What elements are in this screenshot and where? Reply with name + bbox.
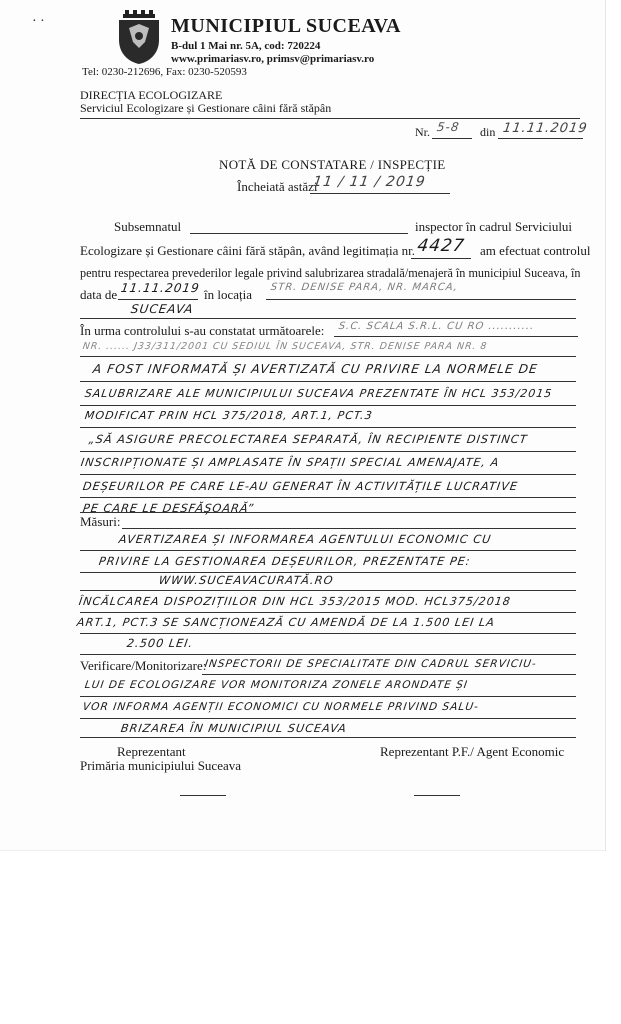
registration-number-line [432, 138, 472, 139]
header-address: B-dul 1 Mai nr. 5A, cod: 720224 [171, 40, 321, 52]
findings-line-7: INSCRIPȚIONATE ȘI AMPLASATE ÎN SPAȚII SPECIAL AMENAJATE, A [80, 456, 501, 469]
concluded-line [310, 193, 450, 194]
measures-rule-2 [80, 572, 576, 573]
coat-of-arms-icon [115, 10, 163, 66]
legitimatie-line [411, 258, 471, 259]
findings-line-5: MODIFICAT PRIN HCL 375/2018, ART.1, PCT.3 [84, 409, 374, 422]
legitimatie-label: Ecologizare și Gestionare câini fără stăpân, având legitimația nr. [80, 243, 415, 258]
measures-rule-0 [122, 528, 576, 529]
findings-rule-4 [80, 405, 576, 406]
findings-line-1: S.C. SCALA S.R.L. CU RO ........... [338, 321, 536, 332]
measures-rule-5 [80, 633, 576, 634]
locatia-value-2: SUCEAVA [130, 302, 195, 316]
measures-line-4: ÎNCĂLCAREA DISPOZIȚIILOR DIN HCL 353/2015 MOD. HCL375/2018 [78, 595, 512, 608]
department-service: Serviciul Ecologizare și Gestionare câini fără stăpân [80, 101, 332, 115]
monitoring-line-2: LUI DE ECOLOGIZARE VOR MONITORIZA ZONELE ARONDATE ȘI [84, 679, 469, 691]
measures-label: Măsuri: [80, 514, 121, 529]
header-phone: Tel: 0230-212696, Fax: 0230-520593 [82, 66, 247, 78]
measures-line-1: AVERTIZAREA ȘI INFORMAREA AGENTULUI ECONOMIC CU [118, 533, 493, 546]
locatia-label: în locația [204, 287, 253, 302]
measures-rule-6 [80, 654, 576, 655]
locatia-line-2 [80, 318, 576, 319]
registration-date-line [498, 138, 583, 139]
concluded-label: Încheiată astăzi [237, 179, 318, 194]
monitoring-line-3: VOR INFORMA AGENȚII ECONOMICI CU NORMELE PRIVIND SALU- [82, 701, 480, 713]
measures-rule-1 [80, 550, 576, 551]
findings-rule-6 [80, 451, 576, 452]
data-line [118, 299, 198, 300]
findings-label: În urma controlului s-au constatat următoarele: [80, 323, 325, 338]
registration-number-value: 5-8 [436, 120, 461, 134]
header-rule [80, 118, 580, 119]
registration-number-label: Nr. [415, 125, 430, 139]
measures-rule-3 [80, 590, 576, 591]
inspector-text: inspector în cadrul Serviciului [415, 219, 573, 234]
findings-line-3: A FOST INFORMATĂ ȘI AVERTIZATĂ CU PRIVIRE LA NORMELE DE [92, 362, 539, 376]
monitoring-line-4: BRIZAREA ÎN MUNICIPIUL SUCEAVA [120, 722, 348, 735]
monitoring-rule-2 [80, 696, 576, 697]
findings-line-2: NR. ...... J33/311/2001 CU SEDIUL ÎN SUCEAVA, STR. DENISE PARA NR. 8 [82, 341, 489, 352]
signature-right-title: Reprezentant P.F./ Agent Economic [380, 744, 565, 759]
findings-line-8: DEȘEURILOR PE CARE LE-AU GENERAT ÎN ACTIVITĂȚILE LUCRATIVE [82, 480, 519, 493]
controlled-text: am efectuat controlul [480, 243, 591, 258]
signature-left-title: Reprezentant [117, 744, 186, 759]
findings-line-6: „SĂ ASIGURE PRECOLECTAREA SEPARATĂ, ÎN RECIPIENTE DISTINCT [88, 433, 529, 446]
measures-line-3: WWW.SUCEAVACURATĂ.RO [158, 574, 335, 587]
locatia-value: STR. DENISE PARA, NR. MARCA, [270, 282, 459, 293]
signature-right-line [414, 795, 460, 796]
header-web: www.primariasv.ro, primsv@primariasv.ro [171, 53, 375, 65]
inspector-name-line [190, 233, 408, 234]
monitoring-rule-3 [80, 718, 576, 719]
municipality-name: MUNICIPIUL SUCEAVA [171, 15, 401, 37]
legitimatie-number: 4427 [416, 236, 467, 256]
findings-rule-7 [80, 474, 576, 475]
document-title: NOTĂ DE CONSTATARE / INSPECȚIE [219, 157, 446, 172]
locatia-line [266, 299, 576, 300]
measures-rule-4 [80, 612, 576, 613]
monitoring-label: Verificare/Monitorizare: [80, 658, 207, 673]
department-name: DIRECȚIA ECOLOGIZARE [80, 88, 223, 102]
findings-rule-3 [80, 381, 576, 382]
registration-date-value: 11.11.2019 [502, 121, 589, 136]
findings-rule-8 [80, 497, 576, 498]
signature-left-subtitle: Primăria municipiului Suceava [80, 758, 242, 773]
monitoring-line-1: INSPECTORII DE SPECIALITATE DIN CADRUL SERVICIU- [204, 658, 538, 670]
monitoring-rule-1 [202, 674, 576, 675]
findings-line-9: PE CARE LE DESFĂȘOARĂ” [82, 502, 255, 515]
data-value: 11.11.2019 [120, 281, 201, 295]
findings-line-4: SALUBRIZARE ALE MUNICIPIULUI SUCEAVA PREZENTATE ÎN HCL 353/2015 [84, 387, 554, 400]
intro-line-3: pentru respectarea prevederilor legale privind salubrizarea stradală/menajeră în municipiul Suceava, în [80, 266, 581, 280]
data-label: data de [80, 287, 118, 302]
stray-marks: · · [32, 14, 45, 29]
measures-line-6: 2.500 LEI. [126, 637, 195, 650]
findings-rule-1 [334, 336, 578, 337]
measures-line-2: PRIVIRE LA GESTIONAREA DEȘEURILOR, PREZENTATE PE: [98, 555, 472, 568]
signature-left-line [180, 795, 226, 796]
subsemnatul-label: Subsemnatul [114, 219, 182, 234]
measures-line-5: ART.1, PCT.3 SE SANCȚIONEAZĂ CU AMENDĂ DE LA 1.500 LEI LA [76, 616, 496, 629]
concluded-date: 11 / 11 / 2019 [312, 174, 427, 190]
monitoring-rule-4 [80, 737, 576, 738]
findings-rule-9 [80, 512, 576, 513]
findings-rule-5 [80, 427, 576, 428]
registration-date-label: din [480, 125, 496, 139]
findings-rule-2 [80, 356, 576, 357]
